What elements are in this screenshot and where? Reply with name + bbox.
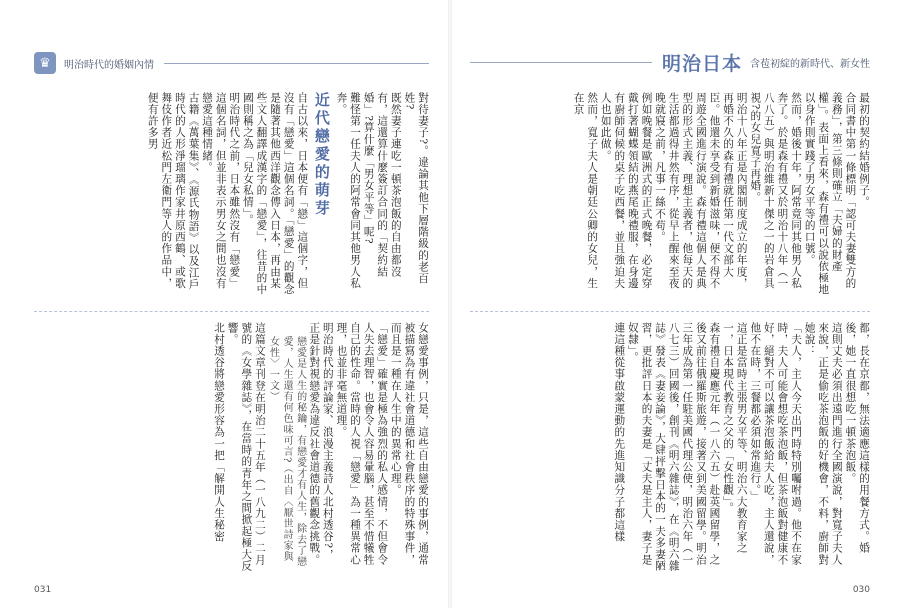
page-number: 031: [34, 585, 52, 595]
paragraph: 例如晚餐是歐洲式的正式晚餐，必定穿戴打著蝴蝶領結的燕尾晚禮服，在身邊有廚師伺候的桌子吃西餐，並且強迫夫人也如此做。: [599, 92, 653, 290]
right-bottom-text: [470, 322, 870, 572]
indented-quote: 戀愛是人生的秘鑰，有戀愛才有人生，除去了戀愛，人生還有何色味可言?（出自〈厭世詩家與女性〉一文）: [267, 336, 306, 567]
paragraph: 女戀愛事例，只是，這些自由戀愛的事例，通常被描寫為有違社會道德和社會秩序的特殊事件，而且是一種在人生中的異常心理。: [389, 322, 429, 566]
left-bottom-text: [34, 322, 429, 572]
right-page: [450, 0, 900, 608]
paragraph: 然而，婚後十年，阿常竟同其他男人私奔了。於是森有禮又於明治十八年（一八八五）與明治維新十傑之一的岩倉具視?的女兒寬子再婚。: [749, 92, 803, 290]
paragraph: 既然妻子連吃一頓茶泡飯的自由都沒有，這還算什麼簽訂合同的「契約結婚」?算什麼「男女平等」呢?: [362, 92, 402, 278]
left-top-text: [34, 92, 429, 297]
paragraph: 難怪第一任夫人的阿常會同其他男人私奔。: [335, 92, 362, 290]
crown-icon: ♛: [34, 52, 56, 74]
page-number: 030: [852, 585, 870, 595]
paragraph: 這正是當時主張男女平等、明治六大教育家之一，日本現代教育之父的「女性觀」。: [722, 322, 748, 554]
right-running-header: [470, 48, 870, 76]
paragraph: 合同書中第一條標明「認可夫妻雙方的義務」，第三條則確立「夫婦的財產權」。表面上看來，森有禮可以說依極地以身作則實踐了男女平等的口號。: [803, 92, 857, 296]
left-running-header: [34, 50, 429, 76]
header-rule: [470, 62, 652, 63]
right-top-text: [470, 92, 870, 297]
paragraph: 北村透谷將戀愛形容為一把「解開人生秘密: [213, 322, 226, 543]
paragraph: 連這種從事啟蒙運動的先進知識分子都這樣: [613, 322, 626, 543]
paragraph: 古籍《萬葉集》、《源氏物語》以及江戶時代的人形淨瑠璃作家井原西鶴、或歌舞伎作者近松門左衛門等人的作品中，便有許多男: [146, 92, 200, 291]
paragraph: 「戀愛」確實是極為強烈的私人感情，不但會令人失去理智，也會令人容易暈腦，甚至不惜犧牲自己的性命。當時的人視「戀愛」為一種異常心理，也並非毫無道理。: [335, 322, 389, 566]
paragraph: 這篇文章刊登在明治二十五年（一八九二）二月號的《女學雜誌》，在當時的青年之間掀起極大反響。: [226, 322, 266, 572]
left-header-title: 明治時代的婚姻內情: [64, 59, 154, 71]
paragraph: 最初的契約結婚例子。: [858, 92, 870, 208]
paragraph: 都，長在京都，無法適應這樣的用餐方式。婚後，她一直很想吃一頓茶泡飯。: [844, 322, 870, 554]
section-divider: [470, 311, 870, 312]
paragraph: 自古以來，日本便有「戀」這個字，但沒有「戀愛」這個名詞。「戀愛」的觀念是隨著其他西洋觀念傳入日本，再由某些文人翻譯成漢字的「戀愛」，往昔的中國則稱之為「兒女私情」。: [241, 92, 309, 296]
paragraph: 森有禮自慶應元年（一八六五）赴英國留學，之後又前往俄羅斯旅遊，接著又到美國留學。明治三年成為第一任駐美國代理公使，明治六年（一八七三）回國後，創刊《明六雜誌》，在《明六雜誌》發表《妻妾論》，大肆抨擊日本的一夫多妻陋習，更批評日本的夫妻是「丈夫是主人，妻子是奴隸」。: [626, 322, 721, 572]
section-divider: [34, 311, 429, 312]
paragraph: 明治時代的評論家、浪漫主義詩人北村透谷?，正是針對視戀愛為違反社會道德的舊觀念挑戰。: [308, 322, 334, 566]
paragraph: 對待妻子?。違論其他下層階級的老百姓?: [403, 92, 429, 285]
paragraph: 「夫人，主人今天出門時特別囑咐過。他不在家時，夫人可能會想吃茶泡飯，但茶泡飯對健康不好，絕對不可以讓茶泡飯給夫人吃，主人還說，他不在時，三餐都必須如常進行。」: [749, 322, 803, 566]
right-header-subtitle: 含苞初綻的新時代、新女性: [750, 58, 870, 70]
paragraph: 明治十八年正是內閣制度成立的年度，再婚不久的森有禮就任第一代文部大臣。他還未享受到新婚滋味，便不得不周遊全國進行演說。森有禮這個人是典型的形式主義、理想主義者，他每天的生活都過得井然有序，從早上醒來至夜晚就寢之前，凡事一絲不苟。: [654, 92, 748, 290]
series-logo: 明治日本: [661, 52, 742, 75]
paragraph: 這則丈夫必須出遠門進行全國演說，對寬子夫人來說，正是偷吃茶泡飯的好機會，不料，廚師對她說：: [803, 322, 843, 566]
paragraph: 明治時代之前，日本雖然沒有「戀愛」這個名詞，但並非表示男女之間也沒有戀愛這種情緒。: [201, 92, 241, 290]
paragraph: 然而，寬子夫人是朝廷公卿的女兒，生在京: [572, 92, 599, 290]
section-heading: 近代戀愛的萌芽: [312, 92, 331, 218]
header-rule: [164, 63, 429, 64]
